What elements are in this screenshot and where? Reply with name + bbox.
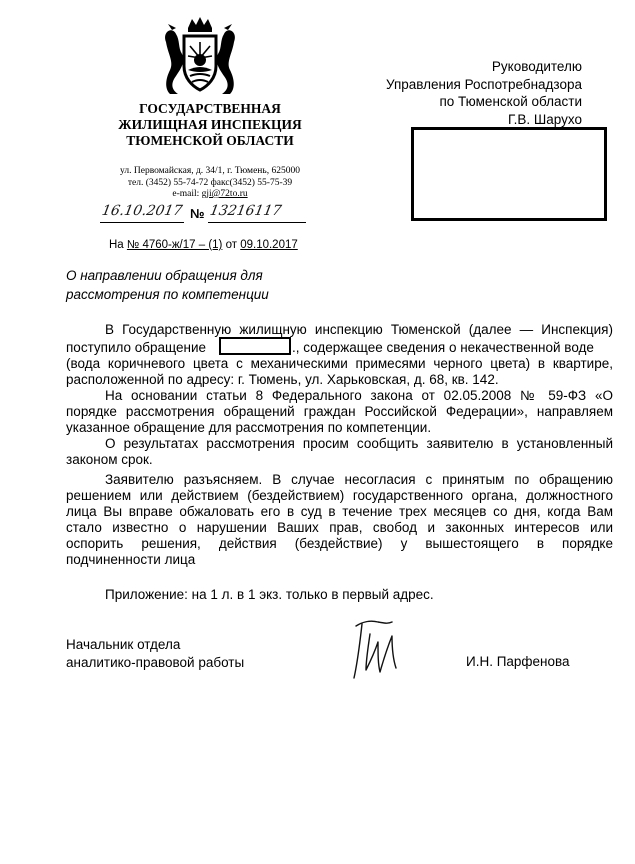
registration-number-underline — [208, 222, 306, 223]
registration-date-underline — [100, 222, 184, 223]
org-name-line-2: ЖИЛИЩНАЯ ИНСПЕКЦИЯ — [118, 117, 302, 132]
addressee-block — [370, 58, 582, 128]
signer-name: И.Н. Парфенова — [466, 654, 570, 669]
organization-name — [95, 101, 325, 149]
body-p4-line-1: Заявителю разъясняем. В случае несогласия с принятым по обращению — [105, 472, 613, 487]
handwritten-signature — [348, 612, 398, 684]
signer-title-line-1: Начальник отдела — [66, 637, 181, 652]
org-name-line-1: ГОСУДАРСТВЕННАЯ — [139, 101, 281, 116]
reference-number: № 4760-ж/17 – (1) — [126, 239, 223, 251]
body-p1-line-4: расположенной по адресу: г. Тюмень, ул. Харьковская, д. 68, кв. 142. — [66, 372, 499, 387]
addressee-line-3: по Тюменской области — [439, 94, 582, 109]
organization-contacts — [95, 166, 325, 201]
body-p3-line-1: О результатах рассмотрения просим сообщить заявителю в установленный — [105, 436, 613, 451]
org-name-line-3: ТЮМЕНСКОЙ ОБЛАСТИ — [126, 133, 294, 148]
body-p4-line-3: лица Вы вправе обжаловать его в суд в течение трех месяцев со дня, когда Вам — [66, 504, 613, 519]
body-p4-line-6: подчиненности лица — [66, 552, 196, 567]
body-p4-line-5: оспорить решения, действия (бездействие) у вышестоящего в порядке — [66, 536, 613, 551]
attachment-line: Приложение: на 1 л. в 1 экз. только в первый адрес. — [105, 587, 434, 602]
body-p1-line-1: В Государственную жилищную инспекцию Тюменской (далее — Инспекция) — [105, 322, 613, 337]
org-address: ул. Первомайская, д. 34/1, г. Тюмень, 625000 — [120, 166, 300, 176]
addressee-line-2: Управления Роспотребнадзора — [386, 76, 582, 92]
reference-date: 09.10.2017 — [240, 239, 298, 251]
reference-line — [109, 239, 298, 251]
registration-number-sign: № — [190, 206, 205, 221]
redacted-address-box — [411, 127, 607, 221]
addressee-line-4: Г.В. Шарухо — [507, 111, 582, 127]
body-p1-line-2a: поступило обращение — [66, 340, 207, 355]
body-p2-line-3: указанное обращение для рассмотрения по компетенции. — [66, 420, 432, 435]
body-p3-line-2: законом срок. — [66, 452, 153, 467]
body-p2-line-2: порядке рассмотрения обращений граждан Российской Федерации», направляем — [66, 404, 613, 419]
org-email-label: e-mail: — [172, 189, 200, 199]
addressee-line-1: Руководителю — [491, 59, 582, 74]
signer-title-line-2: аналитико-правовой работы — [66, 655, 245, 670]
letter-subject — [66, 267, 269, 304]
reference-from-label: от — [225, 239, 237, 251]
registration-date: 16.10.2017 — [100, 203, 184, 219]
redacted-name-box — [219, 337, 291, 355]
subject-line-1: О направлении обращения для — [66, 268, 263, 283]
org-phone-fax: тел. (3452) 55-74-72 факс(3452) 55-75-39 — [127, 177, 293, 188]
body-p4-line-4: стало известно о нарушении Ваших прав, свобод и законных интересов или — [66, 520, 613, 535]
org-email-row — [95, 189, 325, 201]
registration-line — [100, 203, 310, 225]
subject-line-2: рассмотрения по компетенции — [66, 286, 269, 302]
org-email-link[interactable]: gji@72to.ru — [201, 189, 248, 199]
body-p4-line-2: решением или действием (бездействием) государственного органа, должностного — [66, 488, 613, 503]
body-p1-line-2b: ., содержащее сведения о некачественной воде — [292, 340, 594, 355]
registration-number: 13216117 — [208, 203, 283, 219]
body-p2-line-1: На основании статьи 8 Федерального закона от 02.05.2008 № 59-ФЗ «О — [105, 388, 613, 403]
coat-of-arms-emblem — [158, 14, 242, 98]
reference-prefix: На — [109, 239, 124, 251]
signer-title — [66, 636, 244, 672]
body-p1-line-3: (вода коричневого цвета с механическими примесями черного цвета) в квартире, — [66, 356, 613, 371]
